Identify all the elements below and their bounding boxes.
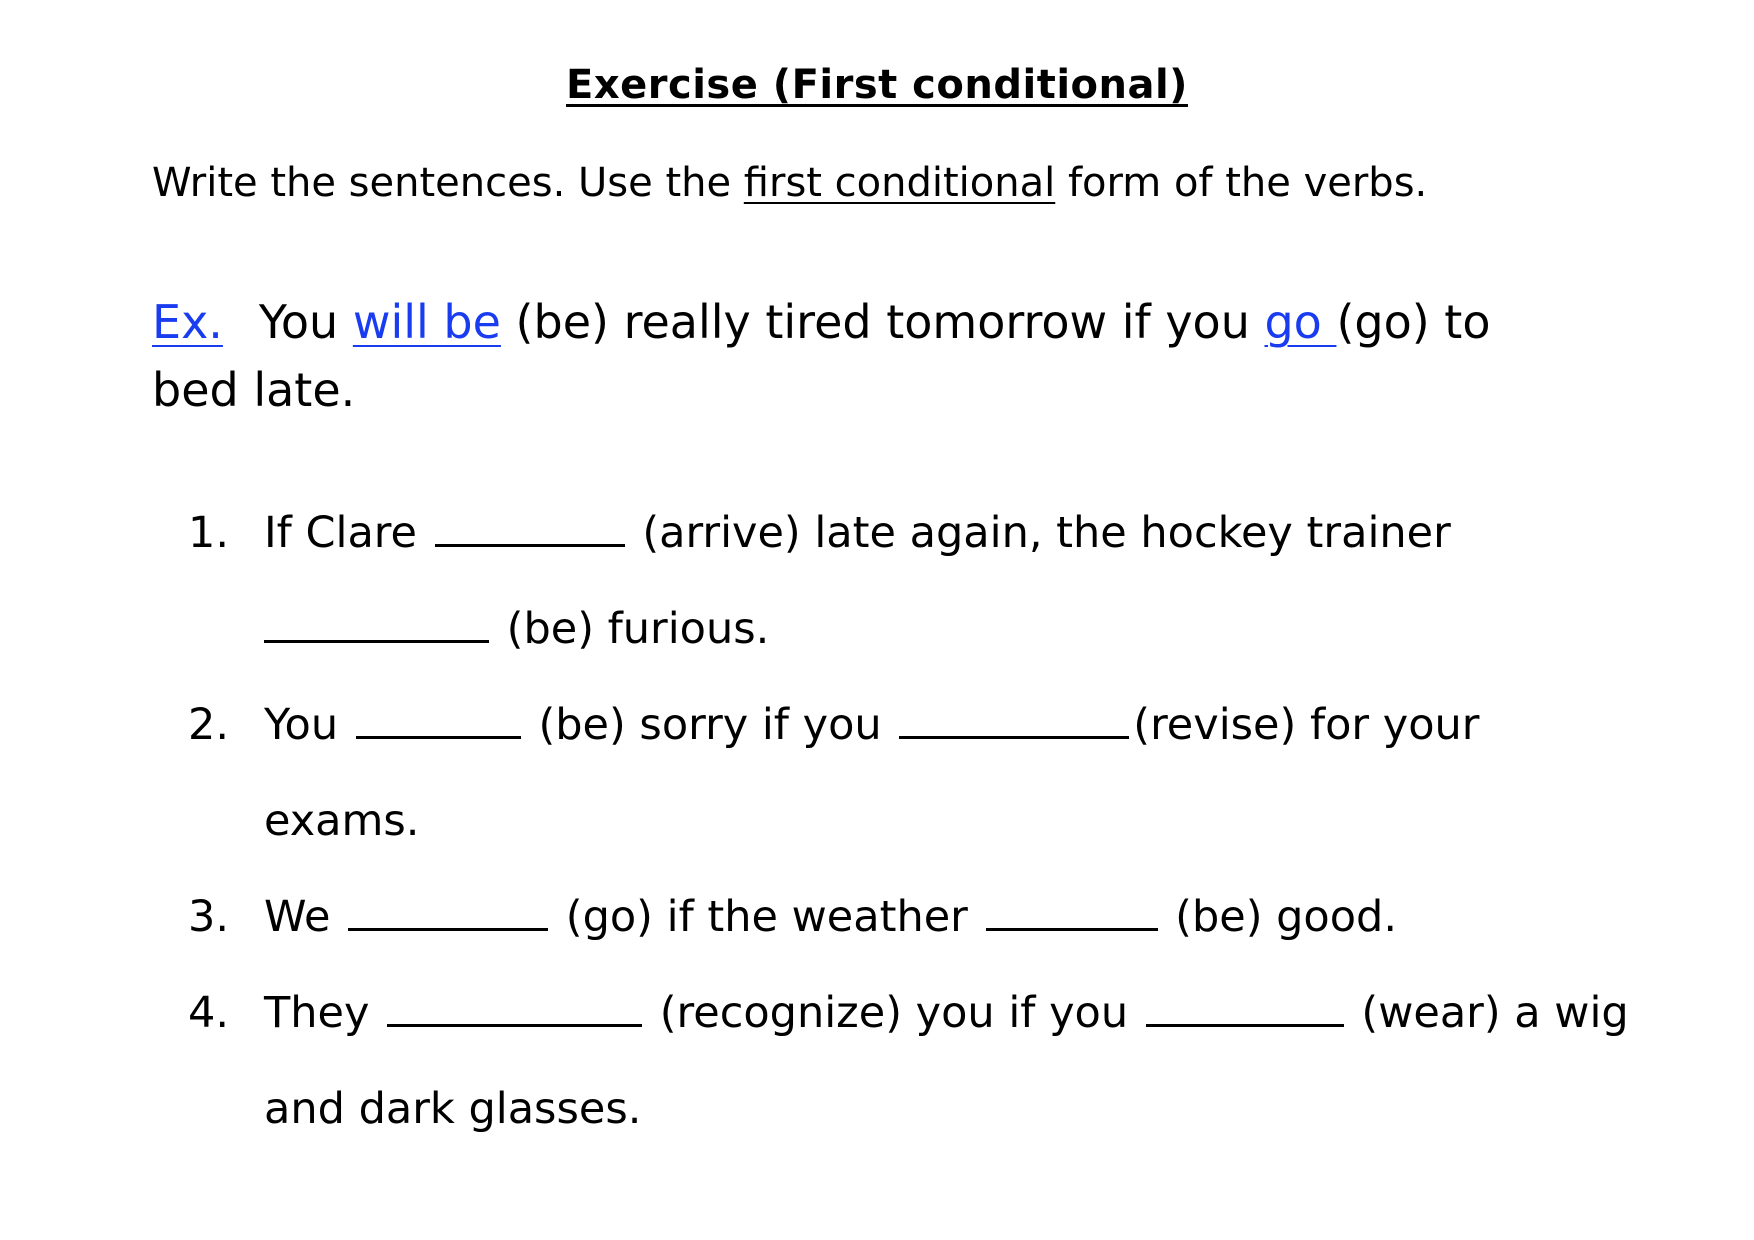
answer-blank[interactable] bbox=[435, 506, 625, 547]
item-number: 3. bbox=[188, 892, 230, 942]
item-part: (recognize) you if you bbox=[646, 988, 1142, 1038]
answer-blank[interactable] bbox=[356, 698, 521, 739]
item-part: (be) furious. bbox=[493, 604, 770, 654]
example-text: (go) to bed late. bbox=[152, 295, 1491, 417]
item-part: (wear) a wig and dark glasses. bbox=[264, 988, 1629, 1134]
item-part: (arrive) late again, the hockey trainer bbox=[628, 508, 1451, 558]
item-part: (be) sorry if you bbox=[524, 700, 896, 750]
answer-blank[interactable] bbox=[348, 890, 548, 931]
example-label: Ex. bbox=[152, 295, 223, 349]
exercise-list bbox=[188, 485, 1648, 1157]
title-text: Exercise (First conditional) bbox=[566, 62, 1188, 108]
item-text bbox=[264, 869, 1648, 965]
item-text bbox=[264, 677, 1648, 869]
example-answer: go bbox=[1264, 295, 1337, 349]
page-title bbox=[0, 62, 1754, 108]
item-text bbox=[264, 485, 1648, 677]
answer-blank[interactable] bbox=[387, 986, 642, 1027]
instruction-text bbox=[152, 160, 1427, 206]
list-item bbox=[188, 965, 1648, 1157]
instruction-part: Write the sentences. Use the bbox=[152, 160, 744, 206]
answer-blank[interactable] bbox=[1146, 986, 1344, 1027]
example-text: (be) really tired tomorrow if you bbox=[500, 295, 1265, 349]
item-number: 4. bbox=[188, 988, 230, 1038]
example-answer: will be bbox=[352, 295, 501, 349]
answer-blank[interactable] bbox=[986, 890, 1158, 931]
list-item bbox=[188, 485, 1648, 677]
answer-blank[interactable] bbox=[264, 602, 489, 643]
example-sentence bbox=[152, 288, 1572, 424]
item-number: 2. bbox=[188, 700, 230, 750]
list-item bbox=[188, 677, 1648, 869]
item-part: You bbox=[264, 700, 352, 750]
answer-blank[interactable] bbox=[899, 698, 1129, 739]
item-part: (go) if the weather bbox=[552, 892, 982, 942]
item-part: (revise) for your exams. bbox=[264, 700, 1480, 846]
item-text bbox=[264, 965, 1648, 1157]
item-part: They bbox=[264, 988, 384, 1038]
list-item bbox=[188, 869, 1648, 965]
instruction-part: form of the verbs. bbox=[1055, 160, 1428, 206]
item-part: (be) good. bbox=[1161, 892, 1398, 942]
item-part: If Clare bbox=[264, 508, 431, 558]
item-number: 1. bbox=[188, 508, 230, 558]
item-part: We bbox=[264, 892, 345, 942]
example-text: You bbox=[258, 295, 353, 349]
instruction-underlined: first conditional bbox=[743, 160, 1056, 206]
